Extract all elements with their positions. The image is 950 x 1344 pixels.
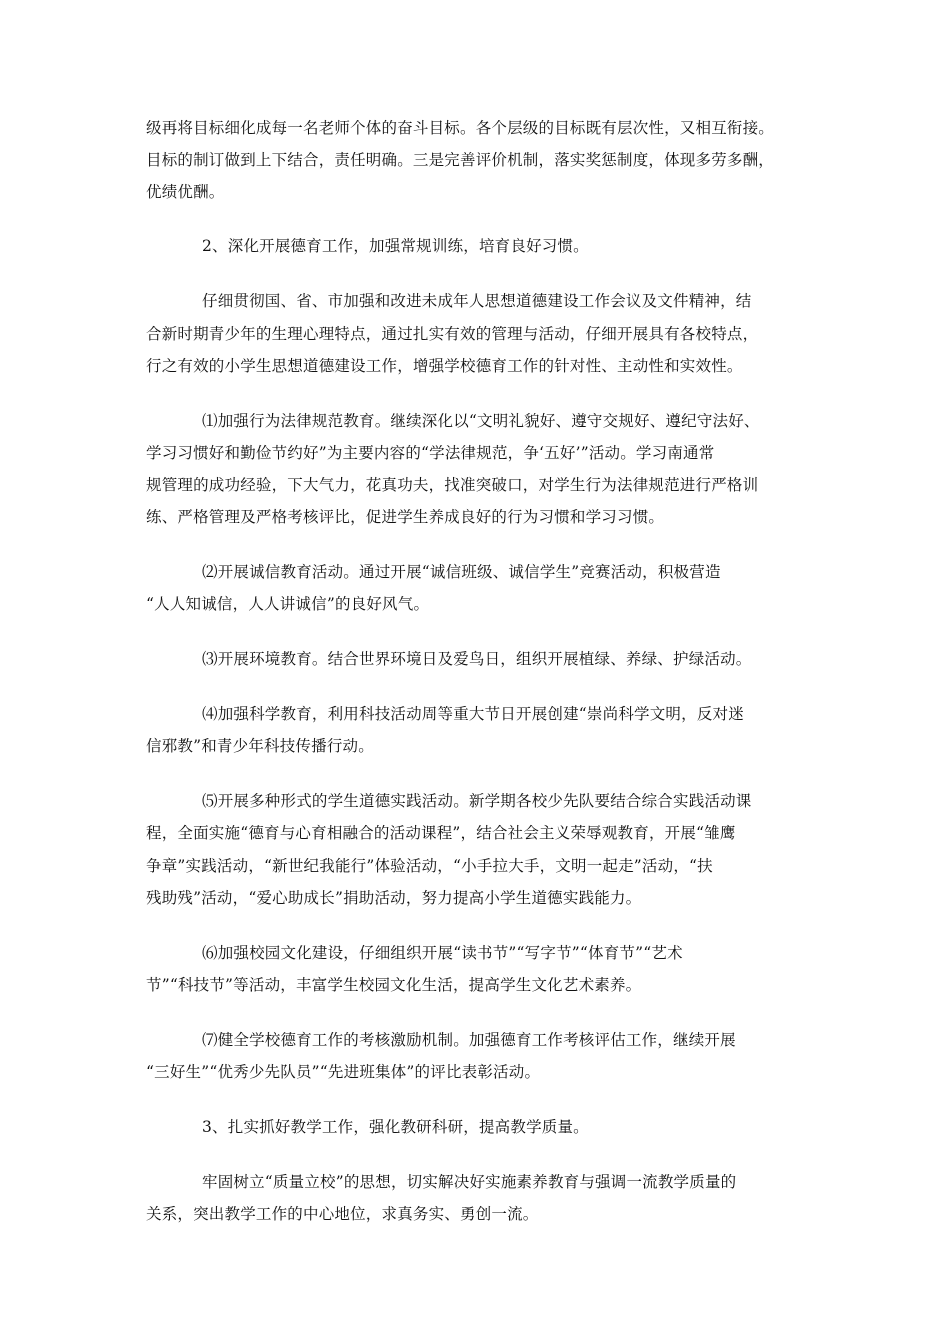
text-line: 牢固树立“质量立校”的思想，切实解决好实施素养教育与强调一流教学质量的 <box>202 1173 737 1191</box>
text-line: ⑸开展多种形式的学生道德实践活动。新学期各校少先队要结合综合实践活动课 <box>202 792 752 810</box>
text-line: ⑷加强科学教育，利用科技活动周等重大节日开展创建“崇尚科学文明，反对迷 <box>202 705 744 723</box>
text-line: 合新时期青少年的生理心理特点，通过扎实有效的管理与活动，仔细开展具有各校特点， <box>146 325 759 343</box>
text-line: 争章”实践活动，“新世纪我能行”体验活动，“小手拉大手，文明一起走”活动，“扶 <box>146 857 713 875</box>
text-line: 级再将目标细化成每一名老师个体的奋斗目标。各个层级的目标既有层次性，又相互衔接。 <box>146 119 775 137</box>
text-line: ⑺健全学校德育工作的考核激励机制。加强德育工作考核评估工作，继续开展 <box>202 1031 736 1049</box>
text-line: 学习习惯好和勤俭节约好”为主要内容的“学法律规范，争‘五好’”活动。学习南通常 <box>146 444 715 462</box>
text-line: “人人知诚信，人人讲诚信”的良好风气。 <box>146 595 430 613</box>
text-line: 练、严格管理及严格考核评比，促进学生养成良好的行为习惯和学习习惯。 <box>146 508 665 526</box>
text-line: 程，全面实施“德育与心育相融合的活动课程”，结合社会主义荣辱观教育，开展“雏鹰 <box>146 824 736 842</box>
text-line: 残助残”活动，“爱心助成长”捐助活动，努力提高小学生道德实践能力。 <box>146 889 642 907</box>
text-line: 关系，突出教学工作的中心地位，求真务实、勇创一流。 <box>146 1205 539 1223</box>
text-line: 行之有效的小学生思想道德建设工作，增强学校德育工作的针对性、主动性和实效性。 <box>146 357 743 375</box>
text-line: 信邪教”和青少年科技传播行动。 <box>146 737 374 755</box>
text-line: ⑵开展诚信教育活动。通过开展“诚信班级、诚信学生”竞赛活动，积极营造 <box>202 563 721 581</box>
text-line: 仔细贯彻国、省、市加强和改进未成年人思想道德建设工作会议及文件精神，结 <box>202 292 752 310</box>
text-line: 节”“科技节”等活动，丰富学生校园文化生活，提高学生文化艺术素养。 <box>146 976 642 994</box>
text-line: ⑹加强校园文化建设，仔细组织开展“读书节”“写字节”“体育节”“艺术 <box>202 944 683 962</box>
text-line: ⑴加强行为法律规范教育。继续深化以“文明礼貌好、遵守交规好、遵纪守法好、 <box>202 412 760 430</box>
text-line: ⑶开展环境教育。结合世界环境日及爱鸟日，组织开展植绿、养绿、护绿活动。 <box>202 650 752 668</box>
text-line: 优绩优酬。 <box>146 183 225 201</box>
text-line: 规管理的成功经验，下大气力，花真功夫，找准突破口，对学生行为法律规范进行严格训 <box>146 476 759 494</box>
text-line: “三好生”“优秀少先队员”“先进班集体”的评比表彰活动。 <box>146 1063 541 1081</box>
heading-line: 2、深化开展德育工作，加强常规训练，培育良好习惯。 <box>202 237 589 255</box>
text-line: 目标的制订做到上下结合，责任明确。三是完善评价机制，落实奖惩制度，体现多劳多酬， <box>146 151 775 169</box>
heading-line: 3、扎实抓好教学工作，强化教研科研，提高教学质量。 <box>202 1118 589 1136</box>
